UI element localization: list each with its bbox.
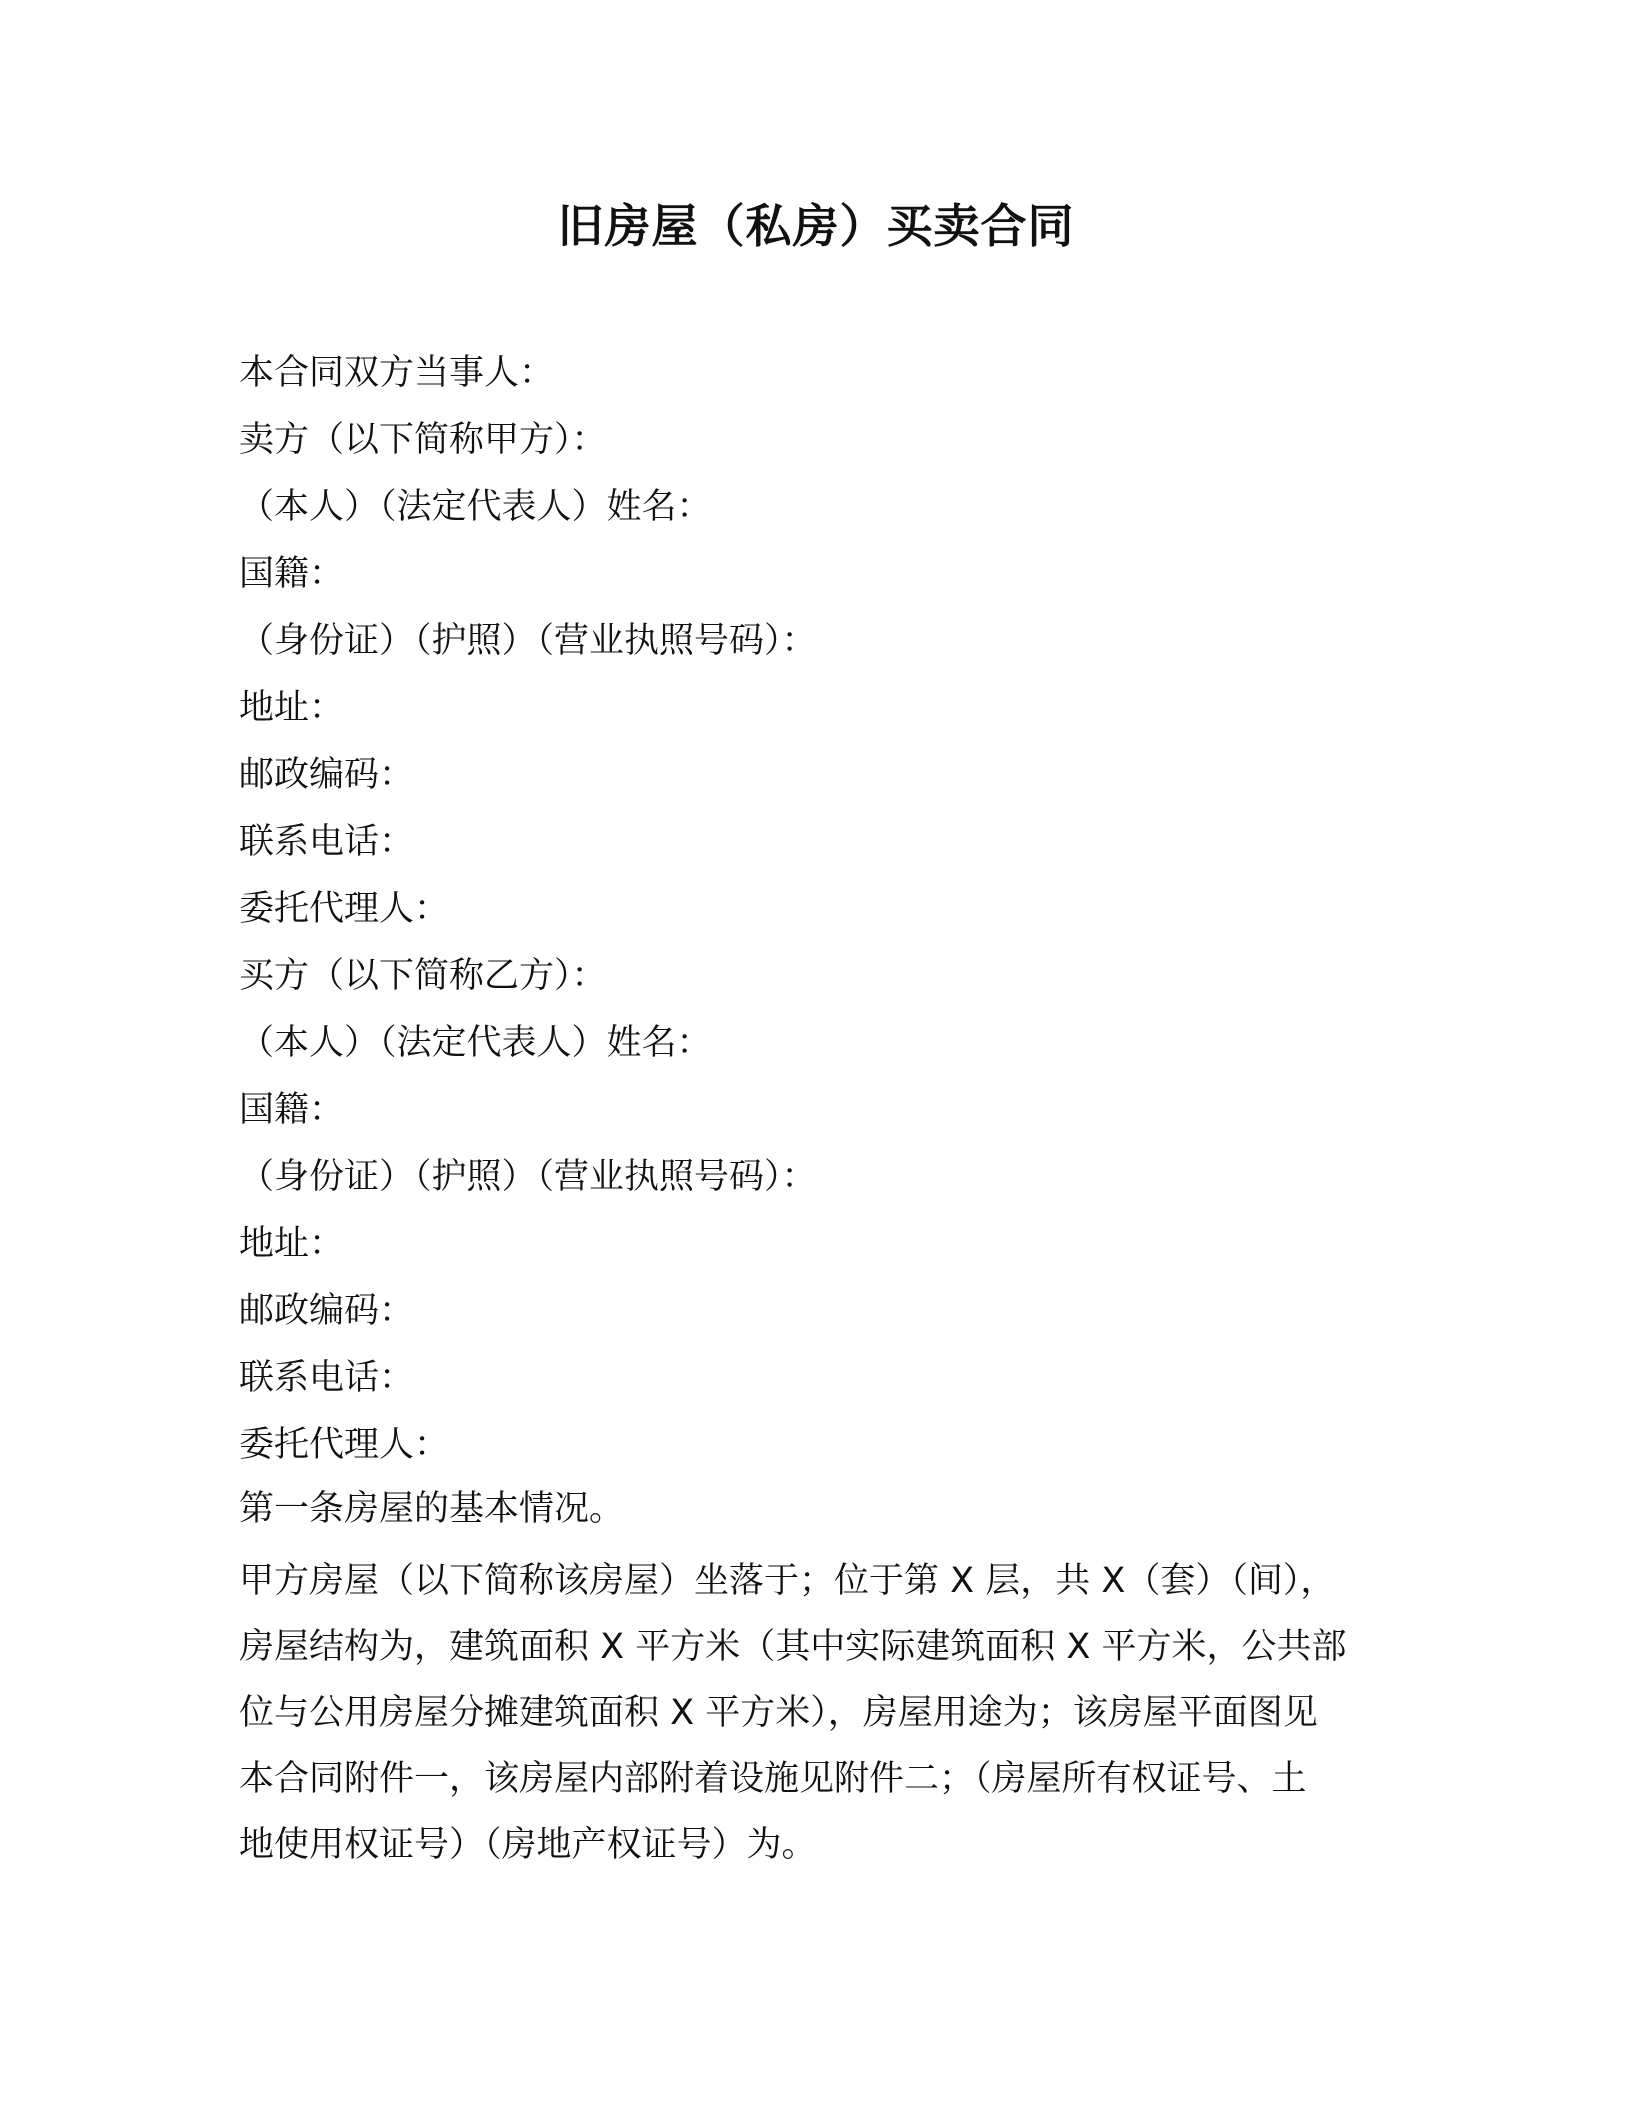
buyer-agent-field: 委托代理人： — [239, 1425, 450, 1465]
party-info-section — [239, 340, 1419, 1479]
seller-postcode-field: 邮政编码： — [239, 755, 415, 795]
document-title: 旧房屋（私房）买卖合同 — [557, 199, 1075, 253]
article-1-line: 甲方房屋（以下简称该房屋）坐落于；位于第 X 层，共 X（套）（间）， — [239, 1561, 1336, 1601]
seller-id-field: （身份证）（护照）（营业执照号码）： — [239, 621, 817, 661]
article-1-line: 位与公用房屋分摊建筑面积 X 平方米），房屋用途为；该房屋平面图见 — [239, 1693, 1318, 1733]
seller-nationality-field: 国籍： — [239, 554, 345, 594]
seller-address-field: 地址： — [239, 688, 345, 728]
article-1-heading: 第一条房屋的基本情况。 — [239, 1489, 625, 1529]
buyer-heading: 买方（以下简称乙方）： — [239, 956, 607, 996]
buyer-phone-field: 联系电话： — [239, 1358, 415, 1398]
article-1-body — [239, 1548, 1399, 1878]
article-1-line: 本合同附件一，该房屋内部附着设施见附件二；（房屋所有权证号、土 — [239, 1759, 1307, 1799]
seller-name-field: （本人）（法定代表人）姓名： — [239, 487, 712, 527]
article-1-line: 房屋结构为，建筑面积 X 平方米（其中实际建筑面积 X 平方米，公共部 — [239, 1627, 1347, 1667]
article-1-line: 地使用权证号）（房地产权证号）为。 — [239, 1825, 817, 1865]
buyer-nationality-field: 国籍： — [239, 1090, 345, 1130]
parties-intro: 本合同双方当事人： — [239, 353, 555, 393]
buyer-postcode-field: 邮政编码： — [239, 1291, 415, 1331]
buyer-id-field: （身份证）（护照）（营业执照号码）： — [239, 1157, 817, 1197]
buyer-name-field: （本人）（法定代表人）姓名： — [239, 1023, 712, 1063]
seller-agent-field: 委托代理人： — [239, 889, 450, 929]
seller-heading: 卖方（以下简称甲方）： — [239, 420, 607, 460]
seller-phone-field: 联系电话： — [239, 822, 415, 862]
buyer-address-field: 地址： — [239, 1224, 345, 1264]
